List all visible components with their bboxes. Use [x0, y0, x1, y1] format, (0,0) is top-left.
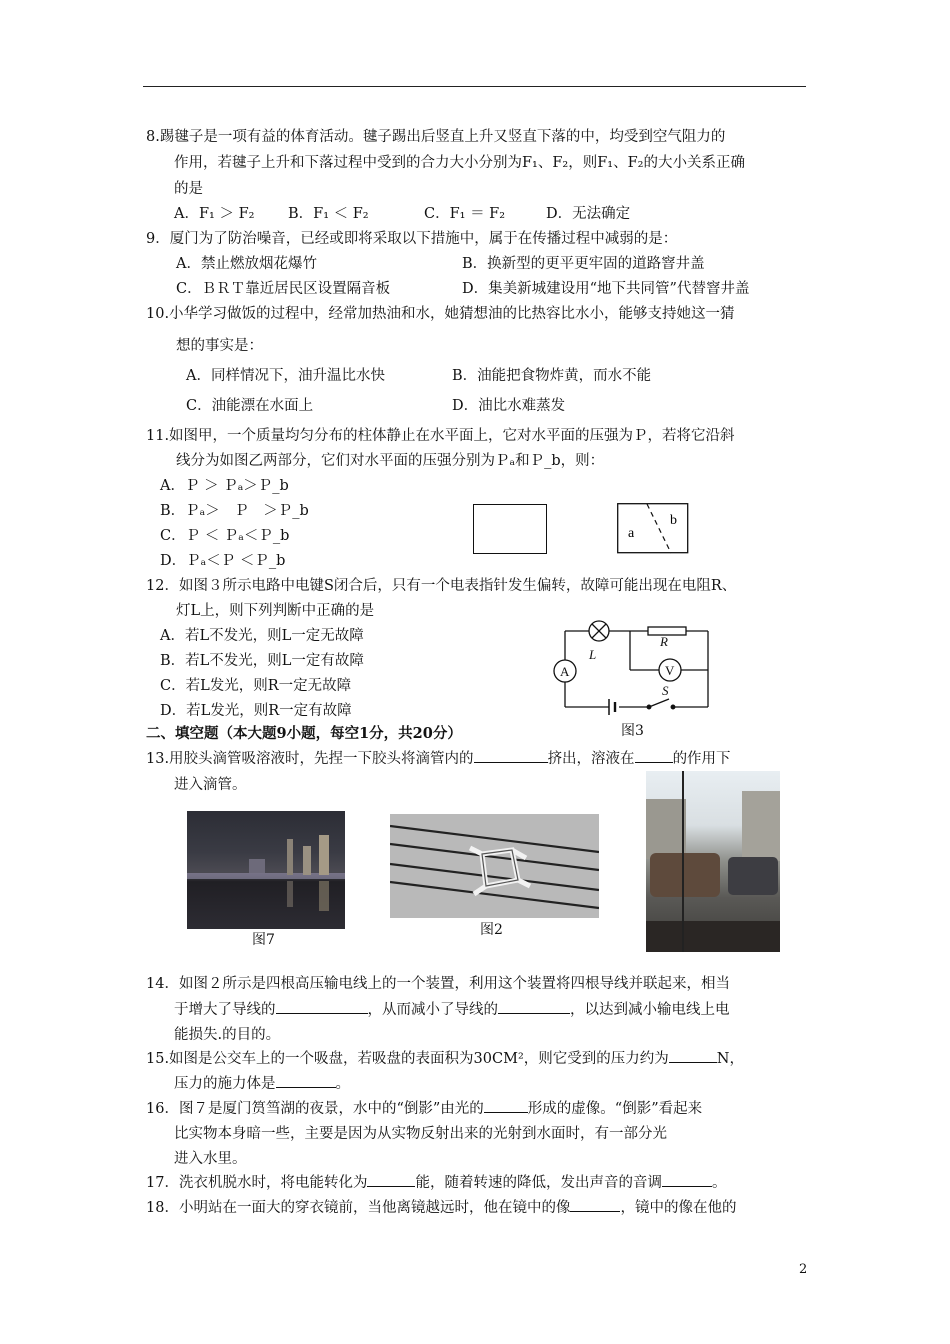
- section2-heading: 二、填空题（本大题9小题，每空1分，共20分）: [146, 725, 462, 742]
- q10-option-b: B．油能把食物炸黄，而水不能: [452, 368, 652, 384]
- q12-option-d: D．若L发光，则R一定有故障: [160, 703, 352, 719]
- q17-blank-2[interactable]: [662, 1172, 712, 1187]
- q16-line2: 比实物本身暗一些，主要是因为从实物反射出来的光射到水面时，有一部分光: [174, 1126, 667, 1142]
- header-rule: [143, 86, 806, 87]
- resistor-label: R: [660, 634, 668, 649]
- switch-label: S: [662, 683, 669, 698]
- figure7-caption: 图7: [252, 932, 275, 948]
- ammeter-label: A: [560, 664, 570, 679]
- q17-text-a: 17．洗衣机脱水时，将电能转化为: [146, 1175, 368, 1191]
- q16-blank-1[interactable]: [484, 1098, 528, 1113]
- q14-text-c: ，以达到减小输电线上电: [570, 1002, 730, 1018]
- q15-line1: [146, 1047, 744, 1068]
- q16-text-b: 形成的虚像。“倒影”看起来: [527, 1101, 703, 1117]
- q13-blank-2[interactable]: [635, 748, 673, 763]
- q13-blank-1[interactable]: [474, 748, 548, 763]
- bus-window-photo: [646, 771, 780, 952]
- q15-text-d: 。: [335, 1076, 350, 1092]
- q16-line3: 进入水里。: [174, 1151, 247, 1167]
- q12-line1: 12．如图３所示电路中电键S闭合后，只有一个电表指针发生偏转，故障可能出现在电阻R、: [146, 578, 737, 594]
- q9-option-b: B．换新型的更平更牢固的道路窨井盖: [462, 256, 705, 272]
- q9-line1: 9．厦门为了防治噪音，已经或即将采取以下措施中，属于在传播过程中减弱的是：: [146, 231, 678, 247]
- q8-option-b: B．F₁ ＜ F₂: [288, 206, 369, 222]
- figure3-caption: 图3: [621, 723, 644, 739]
- q15-line2: [174, 1072, 350, 1093]
- q14-blank-1[interactable]: [276, 999, 368, 1014]
- q8-line3: 的是: [174, 181, 203, 197]
- q8-line1: 8.踢毽子是一项有益的体育活动。毽子踢出后竖直上升又竖直下落的中，均受到空气阻力的: [146, 129, 726, 145]
- q12-line2: 灯L上，则下列判断中正确的是: [176, 603, 375, 619]
- q16-text-a: 16．图７是厦门筼筜湖的夜景，水中的“倒影”由光的: [146, 1101, 484, 1117]
- circuit-diagram: [545, 615, 715, 725]
- q11-option-d: D．Ｐₐ＜Ｐ ＜Ｐ_b: [160, 553, 286, 569]
- q15-blank-2[interactable]: [276, 1073, 336, 1088]
- q9-option-c: C．ＢＲＴ靠近居民区设置隔音板: [176, 281, 391, 297]
- q14-line3: 能损失.的目的。: [174, 1027, 281, 1043]
- q18-text-b: ，镜中的像在他的: [620, 1200, 737, 1216]
- q17-text-b: 能，随着转速的降低，发出声音的音调: [415, 1175, 662, 1191]
- figure-yi-block: [617, 503, 689, 555]
- q14-line1: 14．如图２所示是四根高压输电线上的一个装置，利用这个装置将四根导线并联起来，相当: [146, 976, 730, 992]
- q8-option-c: C．F₁ ＝ F₂: [424, 206, 506, 222]
- q10-option-a: A．同样情况下，油升温比水快: [186, 368, 385, 384]
- q9-option-d: D．集美新城建设用“地下共同管”代替窨井盖: [462, 281, 750, 297]
- q12-option-a: A．若L不发光，则L一定无故障: [160, 628, 364, 644]
- q14-blank-2[interactable]: [498, 999, 570, 1014]
- q11-option-b: B．Ｐₐ＞ Ｐ ＞Ｐ_b: [160, 503, 309, 519]
- q18-text-a: 18．小明站在一面大的穿衣镜前，当他离镜越远时，他在镜中的像: [146, 1200, 571, 1216]
- q17-text-c: 。: [711, 1175, 727, 1191]
- q16-line1: [146, 1097, 702, 1118]
- q13-line1: [146, 747, 731, 768]
- q10-option-c: C．油能漂在水面上: [186, 398, 314, 414]
- q8-option-a: A．F₁ ＞ F₂: [174, 206, 255, 222]
- q18-line: [146, 1196, 736, 1217]
- q17-blank-1[interactable]: [367, 1172, 415, 1187]
- q18-blank-1[interactable]: [570, 1197, 620, 1212]
- q11-line1: 11.如图甲，一个质量均匀分布的柱体静止在水平面上，它对水平面的压强为Ｐ，若将它沿斜: [146, 428, 735, 444]
- q12-option-b: B．若L不发光，则L一定有故障: [160, 653, 364, 669]
- q10-option-d: D．油比水难蒸发: [452, 398, 566, 414]
- lamp-label: L: [589, 647, 597, 662]
- q13-text-a: 13.用胶头滴管吸溶液时，先捏一下胶头将滴管内的: [146, 751, 474, 767]
- q15-text-c: 压力的施力体是: [174, 1076, 276, 1092]
- figure2-spacer-photo: [390, 814, 599, 918]
- voltmeter-label: V: [665, 663, 675, 678]
- page-number: 2: [799, 1262, 808, 1277]
- q17-line: [146, 1171, 726, 1192]
- q13-line2: 进入滴管。: [174, 777, 247, 793]
- q13-text-b: 挤出，溶液在: [547, 751, 635, 767]
- q13-text-c: 的作用下: [672, 751, 731, 767]
- fig-label-b: b: [670, 513, 677, 528]
- q11-line2: 线分为如图乙两部分，它们对水平面的压强分别为Ｐₐ和Ｐ_b，则：: [176, 453, 605, 469]
- q15-text-b: N，: [716, 1051, 744, 1067]
- q14-text-a: 于增大了导线的: [174, 1002, 276, 1018]
- q14-line2: [174, 998, 730, 1019]
- q11-option-a: A．Ｐ ＞ Ｐₐ＞Ｐ_b: [160, 478, 289, 494]
- figure2-caption: 图2: [480, 922, 503, 938]
- fig-label-a: a: [628, 526, 635, 541]
- q15-text-a: 15.如图是公交车上的一个吸盘，若吸盘的表面积为30CM²，则它受到的压力约为: [146, 1051, 669, 1067]
- q14-text-b: ，从而减小了导线的: [367, 1002, 498, 1018]
- figure7-night-lake-photo: [187, 811, 345, 929]
- q8-line2: 作用，若毽子上升和下落过程中受到的合力大小分别为F₁、F₂，则F₁、F₂的大小关系正确: [174, 155, 745, 171]
- q10-line1: 10.小华学习做饭的过程中，经常加热油和水，她猜想油的比热容比水小，能够支持她这一猜: [146, 306, 735, 322]
- q15-blank-1[interactable]: [669, 1048, 717, 1063]
- q12-option-c: C．若L发光，则R一定无故障: [160, 678, 352, 694]
- figure-jia-block: [473, 504, 547, 554]
- q11-option-c: C．Ｐ ＜ Ｐₐ＜Ｐ_b: [160, 528, 290, 544]
- q8-option-d: D．无法确定: [546, 206, 631, 222]
- q10-line2: 想的事实是：: [176, 338, 263, 354]
- q9-option-a: A．禁止燃放烟花爆竹: [176, 256, 317, 272]
